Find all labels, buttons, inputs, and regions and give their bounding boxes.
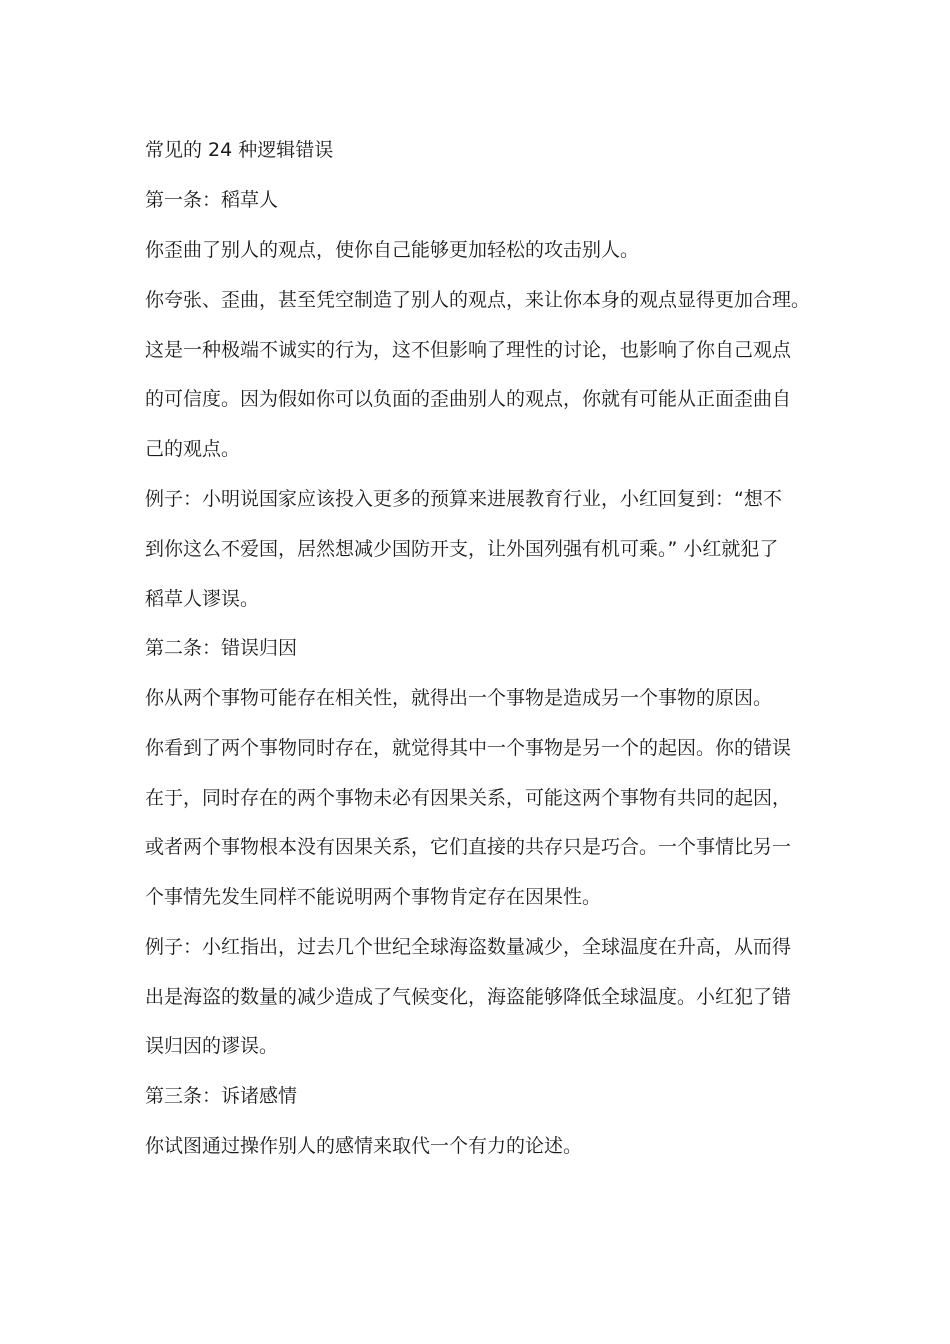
paragraph-line: 你歪曲了别人的观点，使你自己能够更加轻松的攻击别人。 (145, 239, 640, 261)
paragraph-line: 这是一种极端不诚实的行为，这不但影响了理性的讨论，也影响了你自己观点 (145, 339, 792, 361)
paragraph-line: 在于，同时存在的两个事物未必有因果关系，可能这两个事物有共同的起因， (145, 787, 792, 809)
example-line: 到你这么不爱国，居然想减少国防开支，让外国列强有机可乘。” 小红就犯了 (145, 538, 779, 560)
section-heading: 第三条：诉诸感情 (145, 1085, 298, 1107)
paragraph-line: 个事情先发生同样不能说明两个事物肯定存在因果性。 (145, 886, 602, 908)
paragraph-line: 己的观点。 (145, 438, 241, 460)
example-line: 出是海盗的数量的减少造成了气候变化，海盗能够降低全球温度。小红犯了错 (145, 986, 792, 1008)
example-line: 例子：小明说国家应该投入更多的预算来进展教育行业，小红回复到：“想不 (145, 488, 782, 510)
document-title: 常见的 24 种逻辑错误 (145, 139, 334, 161)
paragraph-line: 你夸张、歪曲，甚至凭空制造了别人的观点，来让你本身的观点显得更加合理。 (145, 289, 811, 311)
paragraph-line: 你从两个事物可能存在相关性，就得出一个事物是造成另一个事物的原因。 (145, 687, 773, 709)
section-heading: 第二条：错误归因 (145, 637, 298, 659)
paragraph-line: 你看到了两个事物同时存在，就觉得其中一个事物是另一个的起因。你的错误 (145, 737, 792, 759)
paragraph-line: 或者两个事物根本没有因果关系，它们直接的共存只是巧合。一个事情比另一 (145, 836, 792, 858)
paragraph-line: 的可信度。因为假如你可以负面的歪曲别人的观点，你就有可能从正面歪曲自 (145, 388, 792, 410)
example-line: 误归因的谬误。 (145, 1035, 279, 1057)
paragraph-line: 你试图通过操作别人的感情来取代一个有力的论述。 (145, 1135, 583, 1157)
example-line: 例子：小红指出，过去几个世纪全球海盗数量减少，全球温度在升高，从而得 (145, 936, 792, 958)
example-line: 稻草人谬误。 (145, 588, 260, 610)
section-heading: 第一条：稻草人 (145, 189, 279, 211)
